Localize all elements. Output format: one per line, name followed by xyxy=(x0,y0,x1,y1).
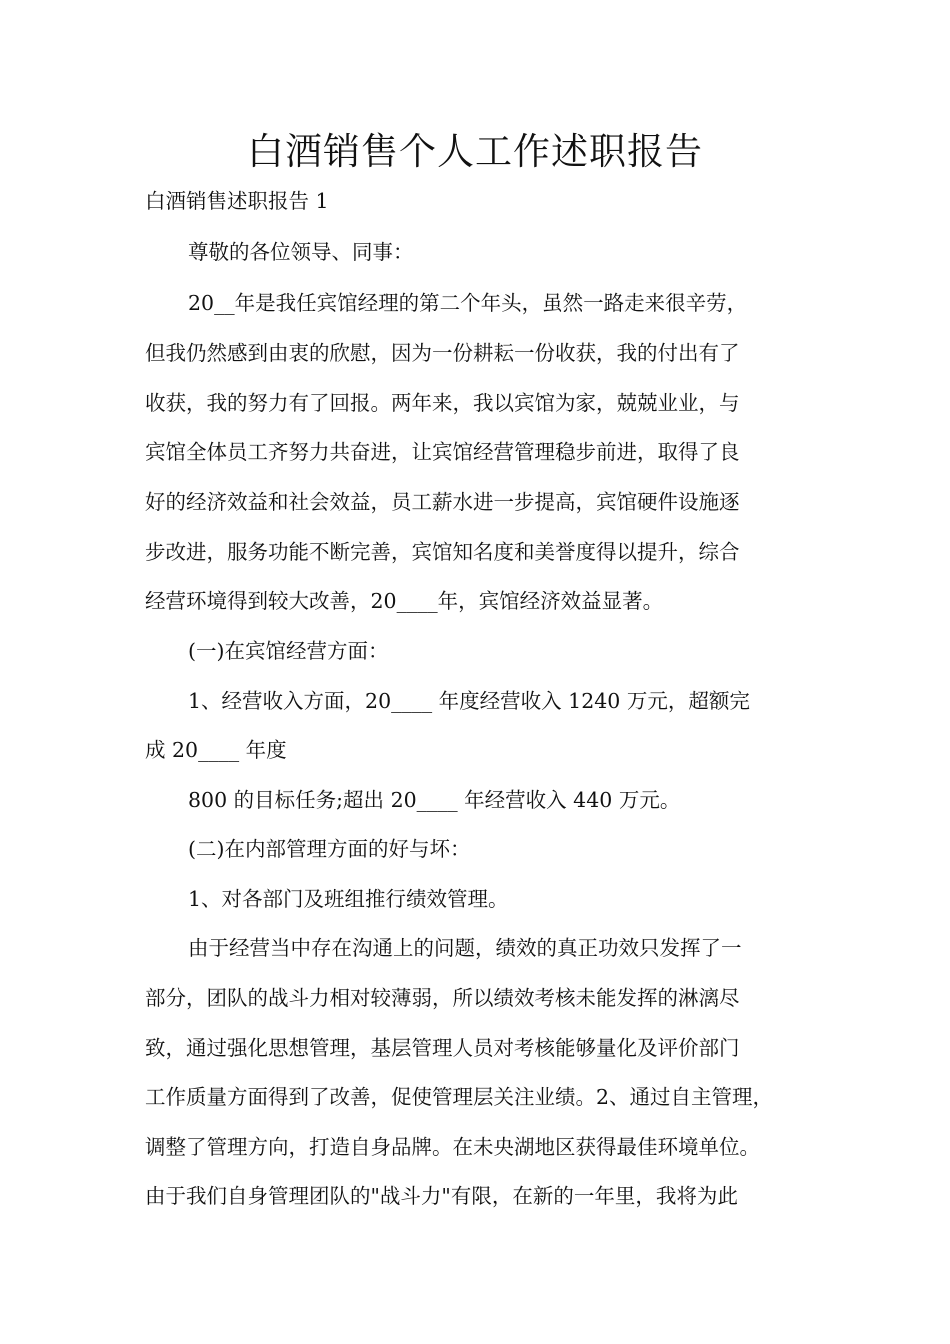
paragraph-line: 20__年是我任宾馆经理的第二个年头，虽然一路走来很辛劳， xyxy=(188,291,748,315)
paragraph-line: 部分，团队的战斗力相对较薄弱，所以绩效考核未能发挥的淋漓尽 xyxy=(145,986,740,1010)
list-item: 1、对各部门及班组推行绩效管理。 xyxy=(188,887,509,911)
paragraph-line: 宾馆全体员工齐努力共奋进，让宾馆经营管理稳步前进，取得了良 xyxy=(145,440,740,464)
paragraph-line: 由于我们自身管理团队的"战斗力"有限，在新的一年里，我将为此 xyxy=(145,1184,738,1208)
paragraph-line: 致，通过强化思想管理，基层管理人员对考核能够量化及评价部门 xyxy=(145,1036,740,1060)
paragraph-line: 800 的目标任务;超出 20____ 年经营收入 440 万元。 xyxy=(188,788,681,812)
paragraph-line: 工作质量方面得到了改善，促使管理层关注业绩。2、通过自主管理， xyxy=(145,1085,774,1109)
paragraph-line: 但我仍然感到由衷的欣慰，因为一份耕耘一份收获，我的付出有了 xyxy=(145,341,740,365)
section-heading: 白酒销售述职报告 1 xyxy=(145,189,329,213)
subheading: (二)在内部管理方面的好与坏： xyxy=(188,837,471,861)
paragraph-line: 收获，我的努力有了回报。两年来，我以宾馆为家，兢兢业业，与 xyxy=(145,391,740,415)
subheading: (一)在宾馆经营方面： xyxy=(188,639,389,663)
paragraph-line: 调整了管理方向，打造自身品牌。在未央湖地区获得最佳环境单位。 xyxy=(145,1135,760,1159)
paragraph-line: 步改进，服务功能不断完善，宾馆知名度和美誉度得以提升，综合 xyxy=(145,540,740,564)
salutation: 尊敬的各位领导、同事： xyxy=(188,240,414,264)
document-title: 白酒销售个人工作述职报告 xyxy=(247,130,703,173)
paragraph-line: 好的经济效益和社会效益，员工薪水进一步提高，宾馆硬件设施逐 xyxy=(145,490,740,514)
paragraph-line: 经营环境得到较大改善，20____年，宾馆经济效益显著。 xyxy=(145,589,664,613)
paragraph-line: 成 20____ 年度 xyxy=(145,738,287,762)
paragraph-line: 由于经营当中存在沟通上的问题，绩效的真正功效只发挥了一 xyxy=(188,936,742,960)
paragraph-line: 1、经营收入方面，20____ 年度经营收入 1240 万元，超额完 xyxy=(188,689,750,713)
